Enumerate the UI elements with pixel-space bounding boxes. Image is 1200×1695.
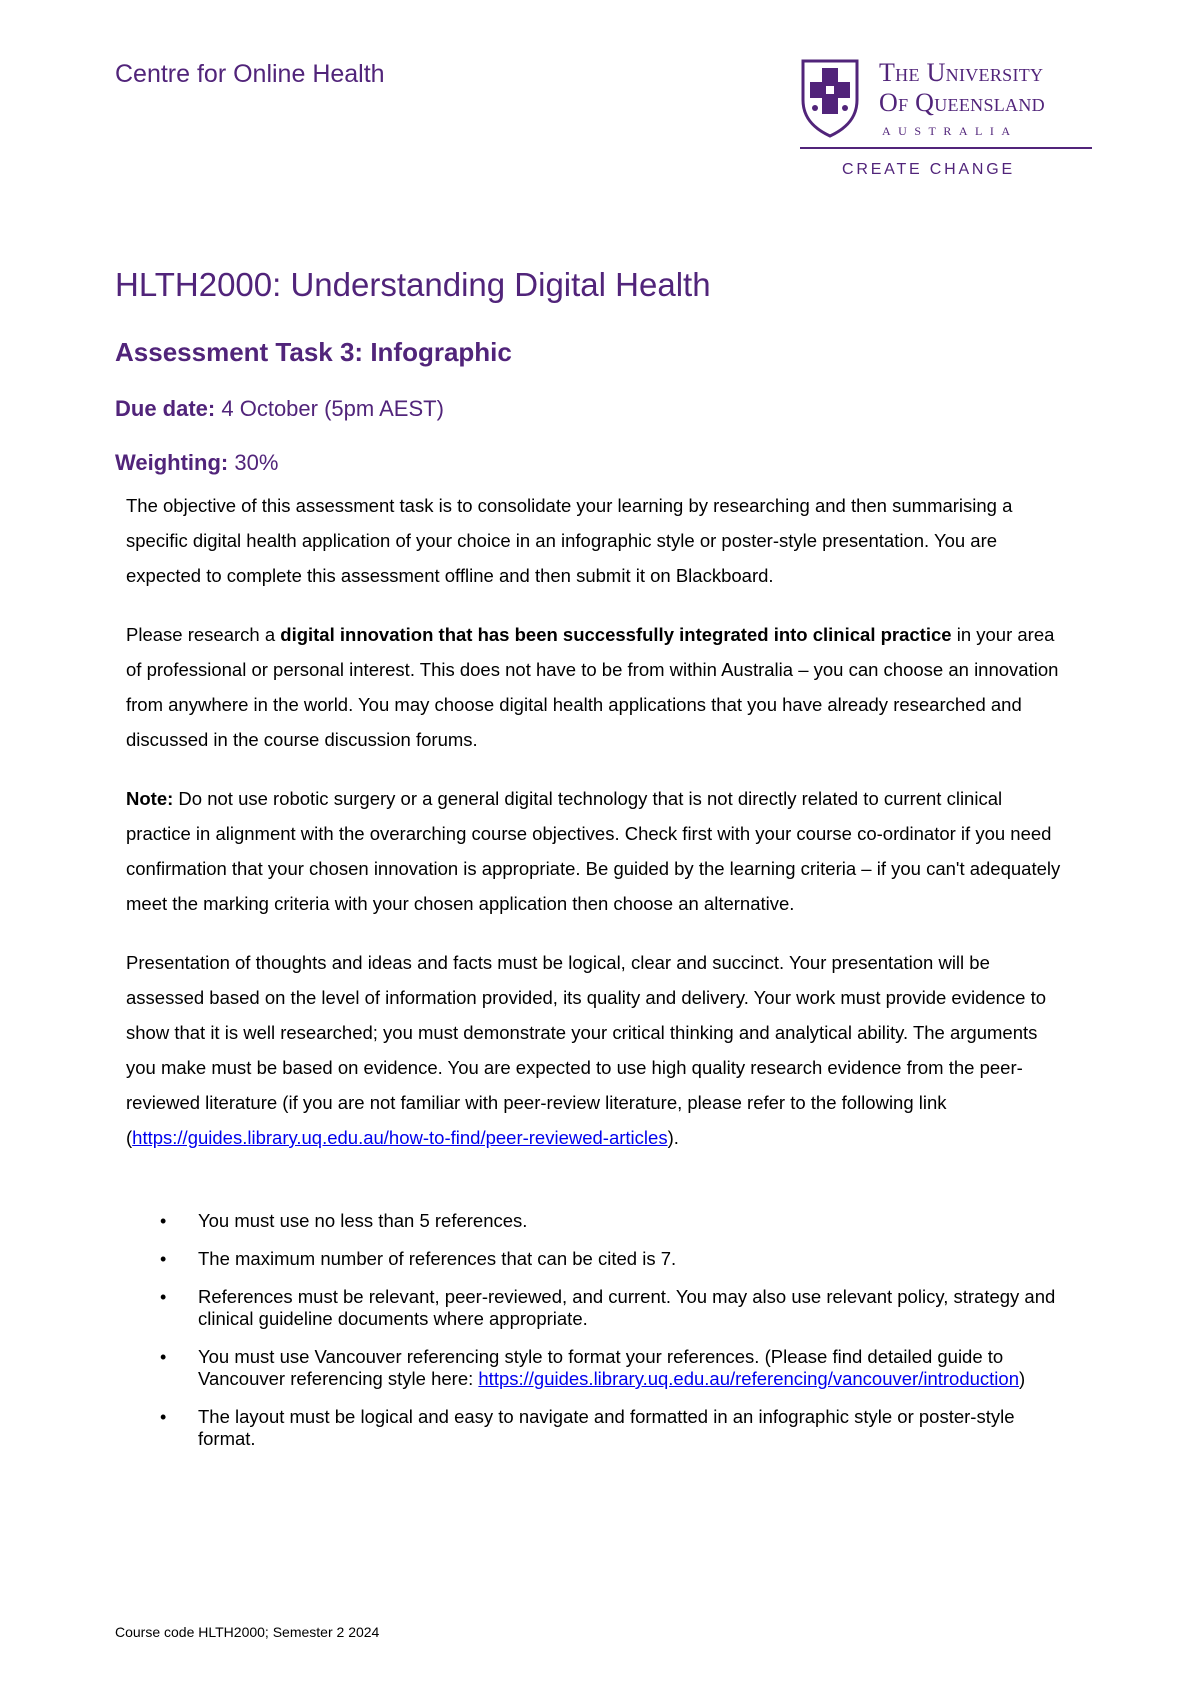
- paragraph-presentation: [126, 945, 1066, 1155]
- research-emphasis: digital innovation that has been successfully integrated into clinical practice: [280, 624, 952, 645]
- vancouver-link[interactable]: https://guides.library.uq.edu.au/referencing/vancouver/introduction: [478, 1368, 1019, 1389]
- vancouver-end: ): [1018, 1368, 1026, 1389]
- centre-name: Centre for Online Health: [115, 60, 385, 88]
- logo-tagline: CREATE CHANGE: [842, 161, 1016, 178]
- list-item: • The layout must be logical and easy to navigate and formatted in an infographic style or poster-style format.: [160, 1406, 1060, 1450]
- list-item: • You must use no less than 5 references.: [160, 1210, 1060, 1232]
- logo-country: AUSTRALIA: [882, 124, 1018, 138]
- note-label: Note:: [126, 788, 174, 809]
- research-intro: Please research a: [126, 624, 281, 645]
- list-item: • References must be relevant, peer-reviewed, and current. You may also use relevant policy, strategy and clinical guideline documents where appropriate.: [160, 1286, 1060, 1330]
- due-date-label: Due date:: [115, 396, 216, 421]
- peer-reviewed-link[interactable]: https://guides.library.uq.edu.au/how-to-find/peer-reviewed-articles: [132, 1127, 668, 1148]
- logo-divider: [800, 147, 1092, 149]
- presentation-end: ).: [667, 1127, 679, 1148]
- logo-text-line1: The University: [879, 58, 1044, 87]
- weighting-label: Weighting:: [115, 450, 229, 475]
- requirements-list: [160, 1210, 1060, 1466]
- assessment-subtitle: Assessment Task 3: Infographic: [115, 337, 512, 367]
- list-item: [160, 1346, 1060, 1390]
- vancouver-text: You must use Vancouver referencing style to format your references. (Please find detailed guide to Vancouver referencing style here:: [198, 1346, 1004, 1389]
- paragraph-research: [126, 617, 1066, 757]
- paragraph-note: [126, 781, 1066, 921]
- due-date-value: 4 October (5pm AEST): [221, 396, 444, 421]
- due-date: [115, 396, 444, 422]
- uq-shield-icon: [800, 58, 860, 138]
- research-rest: in your area of professional or personal interest. This does not have to be from within Australia – you can choose an innovation from anywhere in the world. You may choose digital health applications that you have already researched and discussed in the course discussion forums.: [126, 624, 1059, 750]
- weighting: [115, 450, 278, 476]
- page-title: HLTH2000: Understanding Digital Health: [115, 266, 711, 303]
- weighting-value: 30%: [234, 450, 279, 475]
- presentation-text: Presentation of thoughts and ideas and facts must be logical, clear and succinct. Your presentation will be assessed based on the level of information provided, its quality and delivery. Your work must provide evidence to show that it is well researched; you must demonstrate your critical thinking and analytical ability. The arguments you make must be based on evidence. You are expected to use high quality research evidence from the peer- reviewed literature (if you are not familiar with peer-review literature, please refer to the following link (: [126, 952, 1047, 1148]
- footer-course-code: Course code HLTH2000; Semester 2 2024: [115, 1624, 380, 1640]
- logo-text-line2: Of Queensland: [879, 88, 1045, 117]
- body-text: [126, 488, 1066, 1179]
- note-text: Do not use robotic surgery or a general digital technology that is not directly related to current clinical practice in alignment with the overarching course objectives. Check first with your course co-ordinator if you need confirmation that your chosen innovation is appropriate. Be guided by the learning criteria – if you can't adequately meet the marking criteria with your chosen application then choose an alternative.: [126, 788, 1061, 914]
- paragraph-objective: The objective of this assessment task is to consolidate your learning by researching and then summarising a specific digital health application of your choice in an infographic style or poster-style presentation. You are expected to complete this assessment offline and then submit it on Blackboard.: [126, 495, 1013, 586]
- list-item: • The maximum number of references that can be cited is 7.: [160, 1248, 1060, 1270]
